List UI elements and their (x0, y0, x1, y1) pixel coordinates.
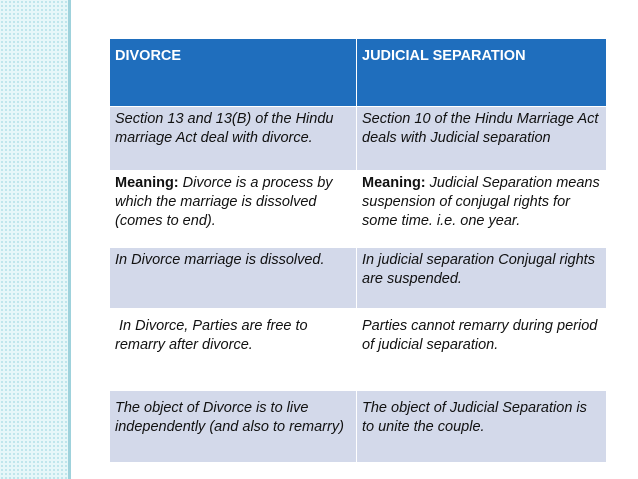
header-judicial-separation: JUDICIAL SEPARATION (357, 39, 607, 107)
cell-text: Judicial Separation means suspension of conjugal rights for some time. i.e. one year. (362, 175, 600, 229)
meaning-label: Meaning: (362, 175, 426, 191)
cell-divorce: Section 13 and 13(B) of the Hindu marriage Act deal with divorce. (110, 107, 357, 171)
comparison-table (109, 38, 607, 463)
cell-divorce: In Divorce, Parties are free to remarry after divorce. (110, 309, 357, 391)
cell-judicial-separation: Section 10 of the Hindu Marriage Act deals with Judicial separation (357, 107, 607, 171)
cell-divorce: In Divorce marriage is dissolved. (110, 248, 357, 309)
cell-judicial-separation: In judicial separation Conjugal rights are suspended. (357, 248, 607, 309)
cell-judicial-separation (357, 171, 607, 248)
cell-judicial-separation: Parties cannot remarry during period of judicial separation. (357, 309, 607, 391)
cell-text: Divorce is a process by which the marriage is dissolved (comes to end). (115, 175, 333, 229)
table-row (110, 107, 607, 171)
cell-divorce (110, 171, 357, 248)
cell-divorce: The object of Divorce is to live independently (and also to remarry) (110, 391, 357, 463)
decorative-side-strip (0, 0, 70, 479)
table-row (110, 248, 607, 309)
table-row (110, 309, 607, 391)
table-header-row (110, 39, 607, 107)
meaning-label: Meaning: (115, 175, 179, 191)
table-row (110, 171, 607, 248)
decorative-side-line (68, 0, 71, 479)
cell-judicial-separation: The object of Judicial Separation is to unite the couple. (357, 391, 607, 463)
header-divorce: DIVORCE (110, 39, 357, 107)
table-row (110, 391, 607, 463)
